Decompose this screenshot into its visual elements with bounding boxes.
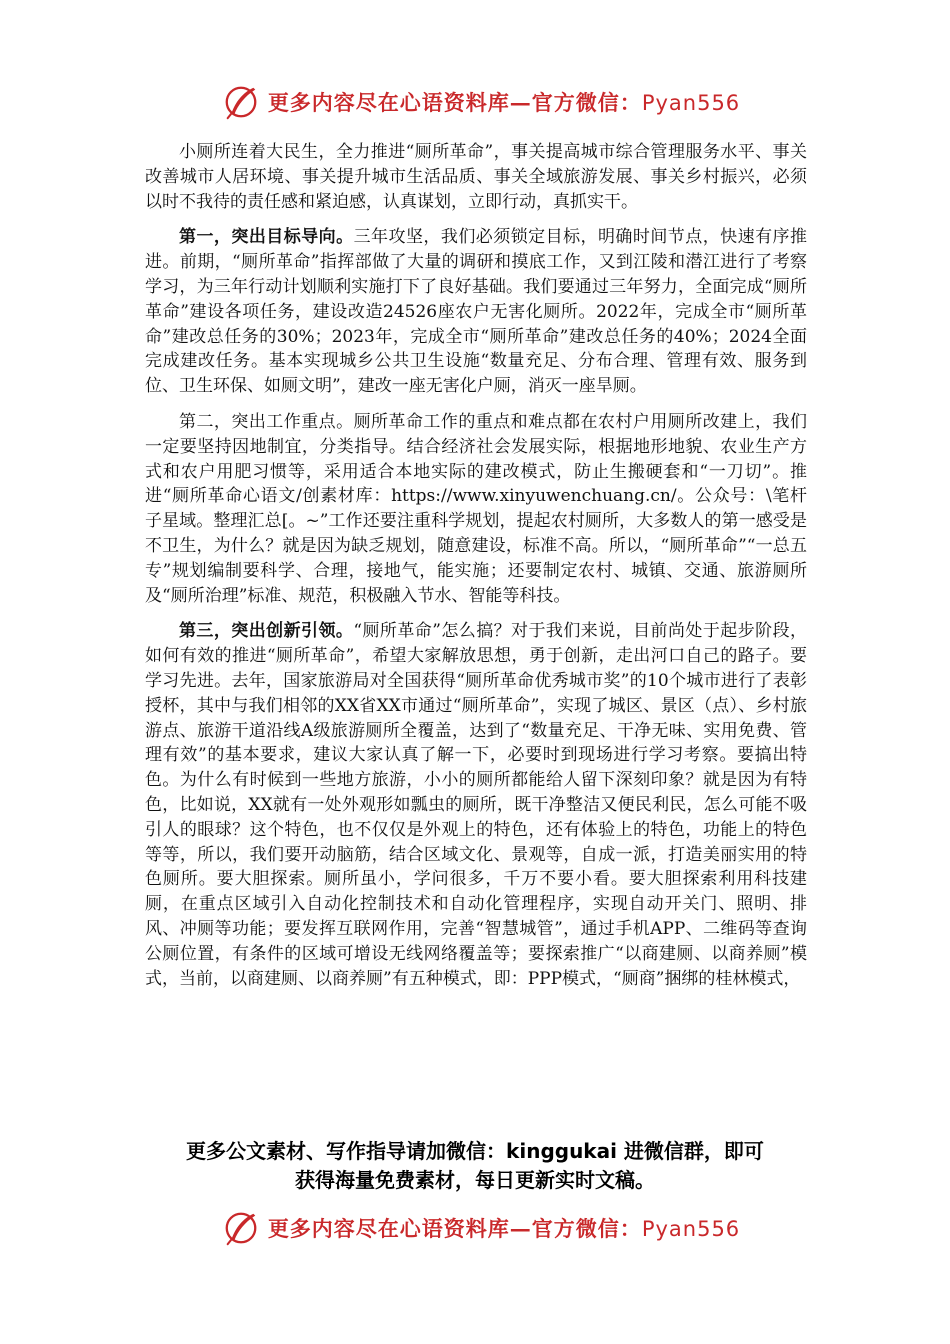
document-body — [145, 140, 807, 1002]
header-banner — [0, 80, 950, 124]
paragraph-first-point — [145, 225, 807, 399]
paragraph-intro — [145, 140, 807, 214]
paragraph-body: 三年攻坚，我们必须锁定目标，明确时间节点，快速有序推进。前期，“厕所革命”指挥部做了大量的调研和摸底工作，又到江陵和潜江进行了考察学习，为三年行动计划顺利实施打下了良好基础。我们要通过三年努力，全面完成“厕所革命”建设各项任务，建设改造24526座农户无害化厕所。2022年，完成全市“厕所革命”建改总任务的30%；2023年，完成全市“厕所革命”建改总任务的40%；2024全面完成建改任务。基本实现城乡公共卫生设施“数量充足、分布合理、管理有效、服务到位、卫生环保、如厕文明”，建改一座无害化户厕，消灭一座旱厕。 — [145, 227, 808, 397]
header-banner-label: 更多内容尽在心语资料库—官方微信： — [267, 90, 642, 115]
paragraph-body: “厕所革命”怎么搞？对于我们来说，目前尚处于起步阶段，如何有效的推进“厕所革命”，希望大家解放思想，勇于创新，走出河口自己的路子。要学习先进。去年，国家旅游局对全国获得“厕所革命优秀城市奖”的10个城市进行了表彰授杯，其中与我们相邻的XX省XX市通过“厕所革命”，实现了城区、景区（点）、乡村旅游点、旅游干道沿线A级旅游厕所全覆盖，达到了“数量充足、干净无味、实用免费、管理有效”的基本要求，建议大家认真了解一下，必要时到现场进行学习考察。要搞出特色。为什么有时候到一些地方旅游，小小的厕所都能给人留下深刻印象？就是因为有特色，比如说，XX就有一处外观形如瓢虫的厕所，既干净整洁又便民利民，怎么可能不吸引人的眼球？这个特色，也不仅仅是外观上的特色，还有体验上的特色，功能上的特色等等，所以，我们要开动脑筋，结合区域文化、景观等，自成一派，打造美丽实用的特色厕所。要大胆探索。厕所虽小，学问很多，千万不要小看。要大胆探索利用科技建厕，在重点区域引入自动化控制技术和自动化管理程序，实现自动开关门、照明、排风、冲厕等功能；要发挥互联网作用，完善“智慧城管”，通过手机APP、二维码等查询公厕位置，有条件的区域可增设无线网络覆盖等；要探索推广“以商建厕、以商养厕”模式，当前，以商建厕、以商养厕”有五种模式，即：PPP模式，“厕商”捆绑的桂林模式， — [145, 621, 807, 989]
footer-banner-text — [268, 1213, 740, 1243]
footer-banner — [0, 1206, 950, 1250]
promo-line-1: 更多公文素材、写作指导请加微信：kinggukai 进微信群，即可 — [186, 1139, 764, 1163]
promo-notice — [0, 1137, 950, 1195]
feather-pen-logo-icon — [222, 1209, 260, 1247]
footer-banner-label: 更多内容尽在心语资料库—官方微信： — [267, 1216, 642, 1241]
paragraph-third-point — [145, 619, 807, 991]
header-wechat-id: Pyan556 — [641, 91, 741, 115]
footer-wechat-id: Pyan556 — [641, 1217, 741, 1241]
paragraph-body: 小厕所连着大民生，全力推进“厕所革命”，事关提高城市综合管理服务水平、事关改善城市人居环境、事关提升城市生活品质、事关全域旅游发展、事关乡村振兴，必须以时不我待的责任感和紧迫感，认真谋划，立即行动，真抓实干。 — [145, 142, 807, 212]
header-banner-inner — [222, 83, 740, 121]
paragraph-second-point — [145, 410, 807, 608]
paragraph-lead-heading: 第一，突出目标导向。 — [179, 227, 354, 248]
header-banner-text — [268, 87, 740, 117]
footer-banner-inner — [222, 1209, 740, 1247]
promo-line-2: 获得海量免费素材，每日更新实时文稿。 — [295, 1168, 655, 1192]
feather-pen-logo-icon — [222, 83, 260, 121]
paragraph-lead-heading: 第三，突出创新引领。 — [179, 621, 354, 642]
paragraph-body: 第二，突出工作重点。厕所革命工作的重点和难点都在农村户用厕所改建上，我们一定要坚持因地制宜，分类指导。结合经济社会发展实际，根据地形地貌、农业生产方式和农户用肥习惯等，采用适合本地实际的建改模式，防止生搬硬套和“一刀切”。推进“厕所革命心语文/创素材库：https://www.xinyuwenchuang.cn/。公众号：\笔杆子星域。整理汇总[。~”工作还要注重科学规划，提起农村厕所，大多数人的第一感受是不卫生，为什么？就是因为缺乏规划，随意建设，标准不高。所以，“厕所革命”“一总五专”规划编制要科学、合理，接地气，能实施；还要制定农村、城镇、交通、旅游厕所及“厕所治理”标准、规范，积极融入节水、智能等科技。 — [145, 411, 807, 606]
